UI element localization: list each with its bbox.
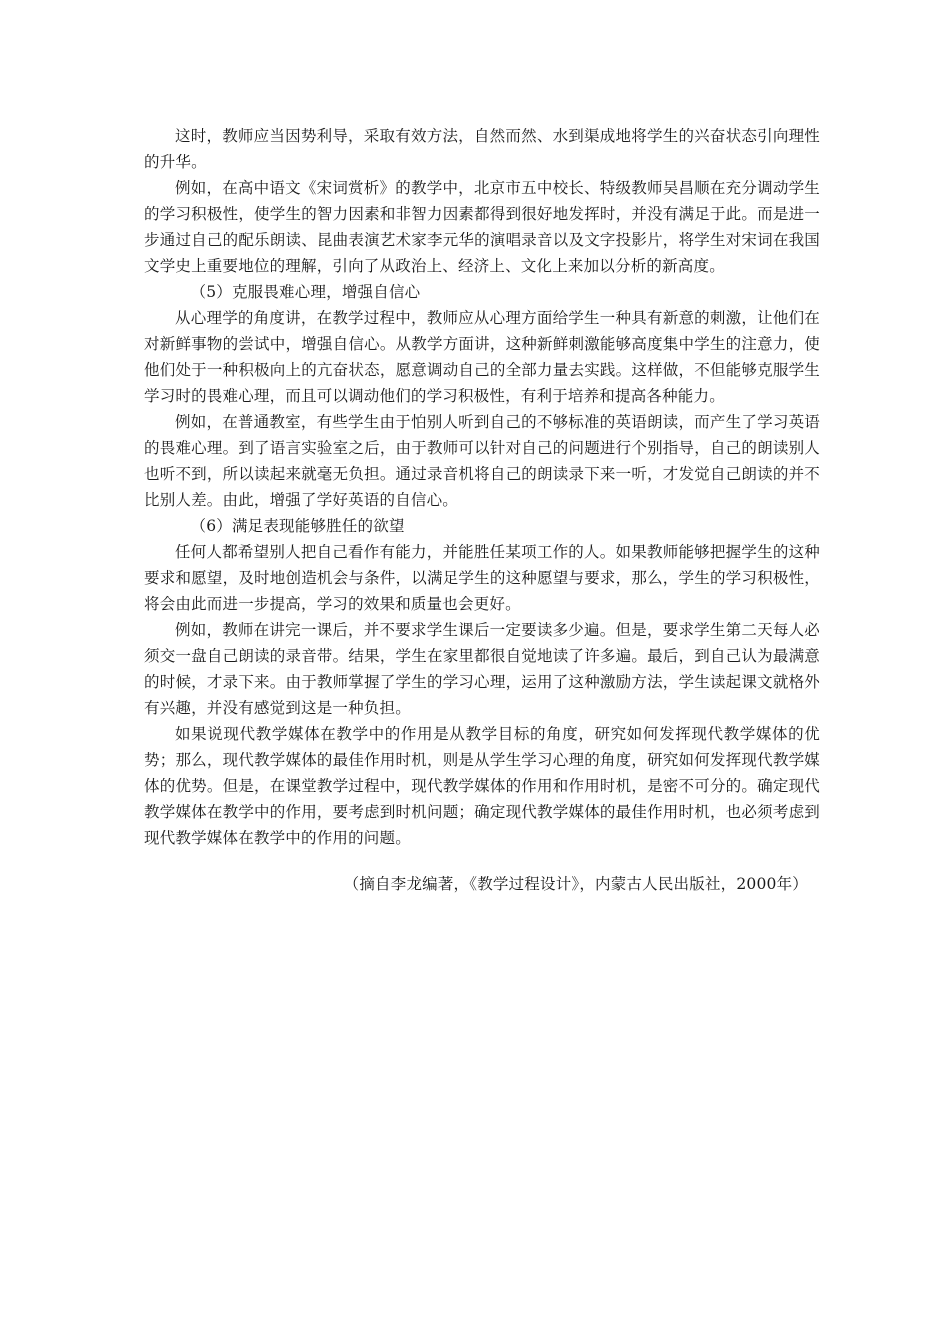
section-heading: （6）满足表现能够胜任的欲望 <box>190 517 405 535</box>
body-paragraph: 例如，在普通教室，有些学生由于怕别人听到自己的不够标准的英语朗读，而产生了学习英语的畏难心理。到了语言实验室之后，由于教师可以针对自己的问题进行个别指导，自己的朗读别人也听不到，所以读起来就毫无负担。通过录音机将自己的朗读录下来一听，才发觉自己朗读的并不比别人差。由此，增强了学好英语的自信心。 <box>144 413 820 509</box>
body-paragraph: 例如，教师在讲完一课后，并不要求学生课后一定要读多少遍。但是，要求学生第二天每人必须交一盘自己朗读的录音带。结果，学生在家里都很自觉地读了许多遍。最后，到自己认为最满意的时候，才录下来。由于教师掌握了学生的学习心理，运用了这种激励方法，学生读起课文就格外有兴趣，并没有感觉到这是一种负担。 <box>144 621 820 717</box>
body-paragraph: 任何人都希望别人把自己看作有能力，并能胜任某项工作的人。如果教师能够把握学生的这种要求和愿望，及时地创造机会与条件，以满足学生的这种愿望与要求，那么，学生的学习积极性，将会由此而进一步提高，学习的效果和质量也会更好。 <box>144 543 820 613</box>
body-paragraph: 例如，在高中语文《宋词赏析》的教学中，北京市五中校长、特级教师吴昌顺在充分调动学生的学习积极性，使学生的智力因素和非智力因素都得到很好地发挥时，并没有满足于此。而是进一步通过自己的配乐朗读、昆曲表演艺术家李元华的演唱录音以及文字投影片，将学生对宋词在我国文学史上重要地位的理解，引向了从政治上、经济上、文化上来加以分析的新高度。 <box>144 179 820 275</box>
body-paragraph: 从心理学的角度讲，在教学过程中，教师应从心理方面给学生一种具有新意的刺激，让他们在对新鲜事物的尝试中，增强自信心。从教学方面讲，这种新鲜刺激能够高度集中学生的注意力，使他们处于一种积极向上的亢奋状态，愿意调动自己的全部力量去实践。这样做，不但能够克服学生学习时的畏难心理，而且可以调动他们的学习积极性，有利于培养和提高各种能力。 <box>144 309 820 405</box>
body-paragraph: 如果说现代教学媒体在教学中的作用是从教学目标的角度，研究如何发挥现代教学媒体的优势；那么，现代教学媒体的最佳作用时机，则是从学生学习心理的角度，研究如何发挥现代教学媒体的优势。但是，在课堂教学过程中，现代教学媒体的作用和作用时机，是密不可分的。确定现代教学媒体在教学中的作用，要考虑到时机问题；确定现代教学媒体的最佳作用时机，也必须考虑到现代教学媒体在教学中的作用的问题。 <box>144 725 820 847</box>
body-paragraph: 这时，教师应当因势利导，采取有效方法，自然而然、水到渠成地将学生的兴奋状态引向理性的升华。 <box>144 127 820 171</box>
document-body <box>144 123 820 897</box>
source-citation: （摘自李龙编著，《教学过程设计》，内蒙古人民出版社，2000年） <box>343 875 808 893</box>
section-heading: （5）克服畏难心理，增强自信心 <box>190 283 421 301</box>
